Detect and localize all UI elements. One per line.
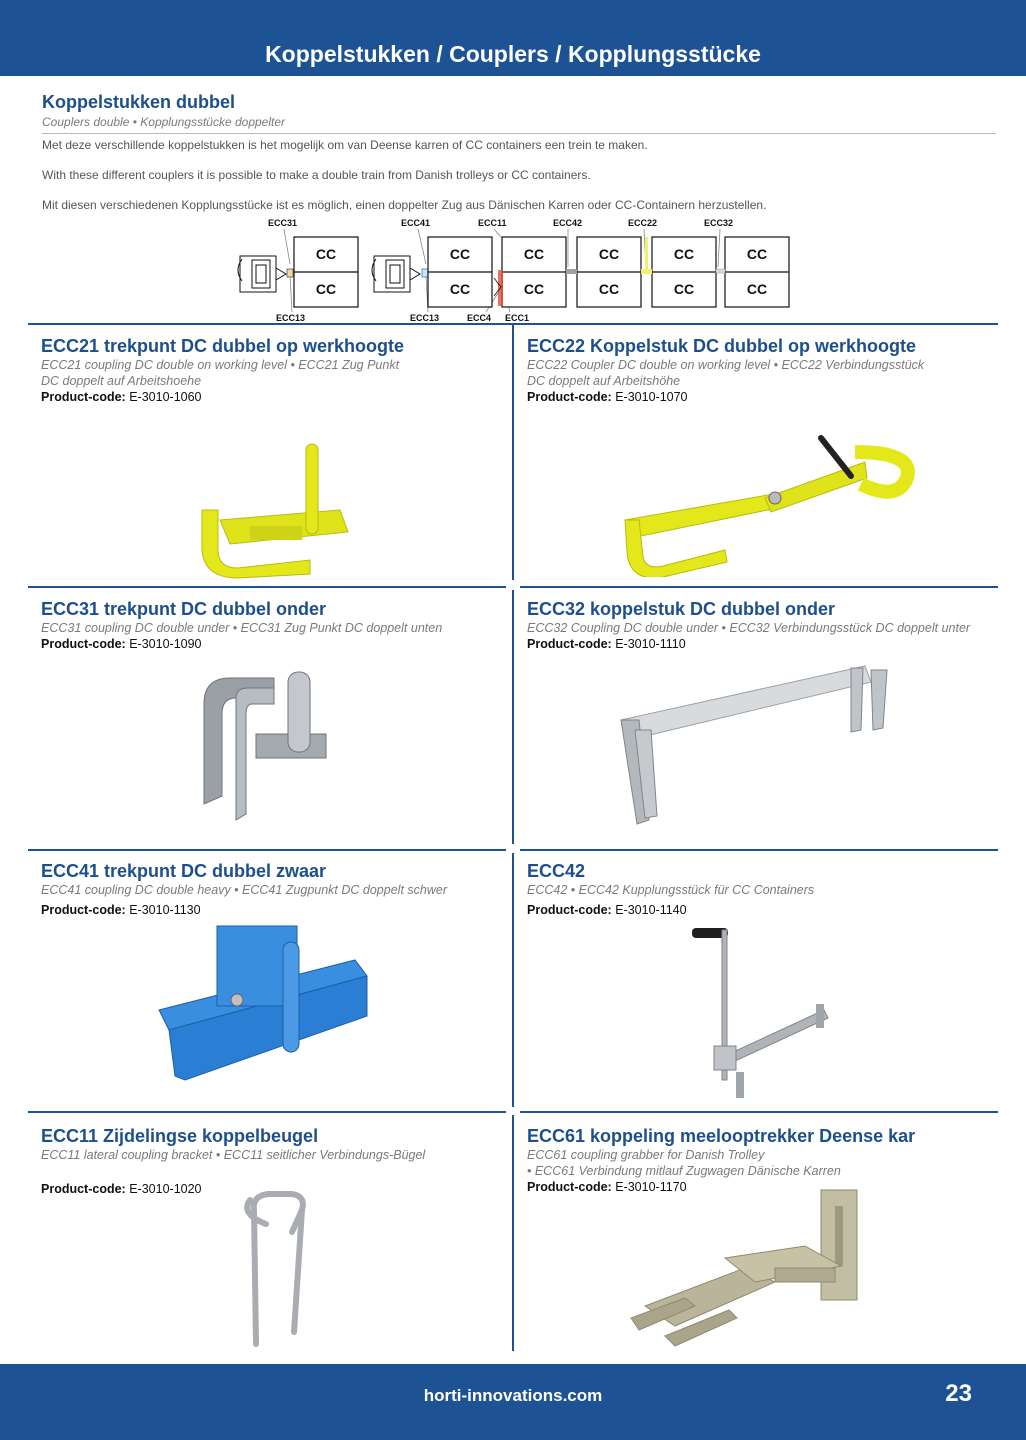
product-code: [41, 389, 501, 405]
diagram-label-ecc41: ECC41: [401, 218, 431, 228]
product-image-ecc61: [625, 1186, 865, 1351]
product-code-label: Product-code:: [527, 903, 612, 917]
product-code-value: E-3010-1070: [615, 390, 688, 404]
product-code-value: E-3010-1130: [129, 903, 201, 917]
diagram-label-ecc13-a: ECC13: [276, 313, 306, 323]
trolley-icon-2: [372, 256, 420, 292]
intro-text-de: Mit diesen verschiedenen Kopplungsstücke ist es möglich, einen doppelter Zug aus Dänischen Karren oder CC-Containern herzustellen.: [42, 198, 767, 212]
grid-divider: [28, 1111, 506, 1113]
cc-label: CC: [315, 281, 337, 297]
product-description: ECC32 Coupling DC double under • ECC32 Verbindungsstück DC doppelt unter: [527, 621, 971, 635]
diagram-label-ecc32: ECC32: [704, 218, 734, 228]
product-description: ECC22 Coupler DC double on working level • ECC22 Verbindungsstück: [527, 358, 925, 372]
diagram-label-ecc22: ECC22: [628, 218, 658, 228]
product-code-label: Product-code:: [41, 390, 126, 404]
cc-label: CC: [315, 246, 337, 262]
product-image-ecc22: [615, 432, 915, 577]
page-header: [0, 0, 1026, 76]
product-image-ecc31: [196, 664, 336, 824]
intro-subtitle: Couplers double • Kopplungsstücke doppelter: [42, 115, 286, 129]
product-image-ecc21: [190, 440, 350, 580]
diagram-label-ecc4: ECC4: [467, 313, 492, 323]
product-description: ECC41 coupling DC double heavy • ECC41 Zugpunkt DC doppelt schwer: [41, 883, 447, 897]
trolley-icon-1: [238, 256, 286, 292]
cc-label: CC: [449, 281, 471, 297]
intro-divider: [42, 133, 996, 134]
product-title: ECC21 trekpunt DC dubbel op werkhoogte: [41, 336, 405, 356]
product-code: [41, 636, 501, 652]
cc-label: CC: [598, 246, 620, 262]
product-card-ecc32: [527, 598, 997, 652]
product-code-value: E-3010-1140: [615, 903, 687, 917]
product-code-value: E-3010-1170: [615, 1180, 687, 1194]
product-card-ecc21: [41, 335, 501, 405]
page-number: 23: [945, 1380, 972, 1407]
coupling-diagram-svg: [220, 212, 810, 327]
intro-text-nl: Met deze verschillende koppelstukken is het mogelijk om van Deense karren of CC containers een trein te maken.: [42, 138, 648, 152]
grid-divider: [512, 590, 514, 844]
product-title: ECC31 trekpunt DC dubbel onder: [41, 599, 327, 619]
product-code: [527, 636, 997, 652]
product-code-label: Product-code:: [41, 1182, 126, 1196]
page-footer: [0, 1364, 1026, 1440]
product-title: ECC11 Zijdelingse koppelbeugel: [41, 1126, 319, 1146]
cc-label: CC: [746, 246, 768, 262]
product-code: [527, 902, 987, 918]
cc-label: CC: [523, 246, 545, 262]
product-code-value: E-3010-1090: [129, 637, 202, 651]
product-code-label: Product-code:: [527, 1180, 612, 1194]
product-card-ecc31: [41, 598, 501, 652]
product-code: [41, 902, 501, 918]
product-code-label: Product-code:: [527, 637, 612, 651]
product-code-value: E-3010-1020: [129, 1182, 202, 1196]
product-description-2: DC doppelt auf Arbeitshöhe: [527, 374, 681, 388]
product-image-ecc32: [615, 660, 890, 825]
product-description: ECC21 coupling DC double on working level • ECC21 Zug Punkt: [41, 358, 400, 372]
product-card-ecc22: [527, 335, 987, 405]
grid-divider: [520, 586, 998, 588]
coupling-diagram: [220, 212, 810, 327]
product-title: ECC61 koppeling meelooptrekker Deense kar: [527, 1126, 916, 1146]
cc-label: CC: [746, 281, 768, 297]
product-image-ecc42: [688, 922, 833, 1102]
product-description-2: • ECC61 Verbindung mitlauf Zugwagen Dänische Karren: [527, 1164, 841, 1178]
grid-divider: [520, 849, 998, 851]
diagram-label-ecc1: ECC1: [505, 313, 530, 323]
page-title: Koppelstukken / Couplers / Kopplungsstücke: [265, 41, 761, 67]
grid-divider: [28, 849, 506, 851]
diagram-label-ecc42: ECC42: [553, 218, 583, 228]
intro-title: Koppelstukken dubbel: [42, 92, 236, 112]
grid-divider: [512, 853, 514, 1107]
product-card-ecc41: [41, 860, 501, 918]
product-image-ecc41: [155, 920, 370, 1085]
product-description: ECC61 coupling grabber for Danish Trolley: [527, 1148, 765, 1162]
product-title: ECC32 koppelstuk DC dubbel onder: [527, 599, 836, 619]
grid-divider: [512, 325, 514, 580]
cc-label: CC: [673, 246, 695, 262]
product-description: ECC11 lateral coupling bracket • ECC11 seitlicher Verbindungs-Bügel: [41, 1148, 426, 1162]
cc-label: CC: [673, 281, 695, 297]
product-card-ecc61: [527, 1125, 987, 1195]
cc-label: CC: [523, 281, 545, 297]
product-description: ECC42 • ECC42 Kupplungsstück für CC Containers: [527, 883, 815, 897]
product-code-label: Product-code:: [41, 637, 126, 651]
product-title: ECC41 trekpunt DC dubbel zwaar: [41, 861, 327, 881]
product-description: ECC31 coupling DC double under • ECC31 Zug Punkt DC doppelt unten: [41, 621, 443, 635]
grid-divider: [520, 1111, 998, 1113]
product-code-label: Product-code:: [527, 390, 612, 404]
product-image-ecc11: [236, 1188, 316, 1348]
diagram-label-ecc31: ECC31: [268, 218, 298, 228]
diagram-label-ecc13-b: ECC13: [410, 313, 440, 323]
product-card-ecc11: [41, 1125, 501, 1197]
grid-divider: [512, 1115, 514, 1351]
intro-text-en: With these different couplers it is possible to make a double train from Danish trolleys or CC containers.: [42, 168, 591, 182]
product-code-value: E-3010-1060: [129, 390, 202, 404]
product-code-label: Product-code:: [41, 903, 126, 917]
product-code: [527, 389, 987, 405]
product-card-ecc42: [527, 860, 987, 918]
product-title: ECC42: [527, 861, 586, 881]
footer-website[interactable]: horti-innovations.com: [423, 1386, 603, 1405]
product-code-value: E-3010-1110: [615, 637, 686, 651]
cc-label: CC: [598, 281, 620, 297]
product-description-2: DC doppelt auf Arbeitshoehe: [41, 374, 202, 388]
diagram-label-ecc11: ECC11: [478, 218, 507, 228]
product-title: ECC22 Koppelstuk DC dubbel op werkhoogte: [527, 336, 917, 356]
cc-label: CC: [449, 246, 471, 262]
intro-section: [42, 92, 996, 212]
grid-divider: [28, 586, 506, 588]
